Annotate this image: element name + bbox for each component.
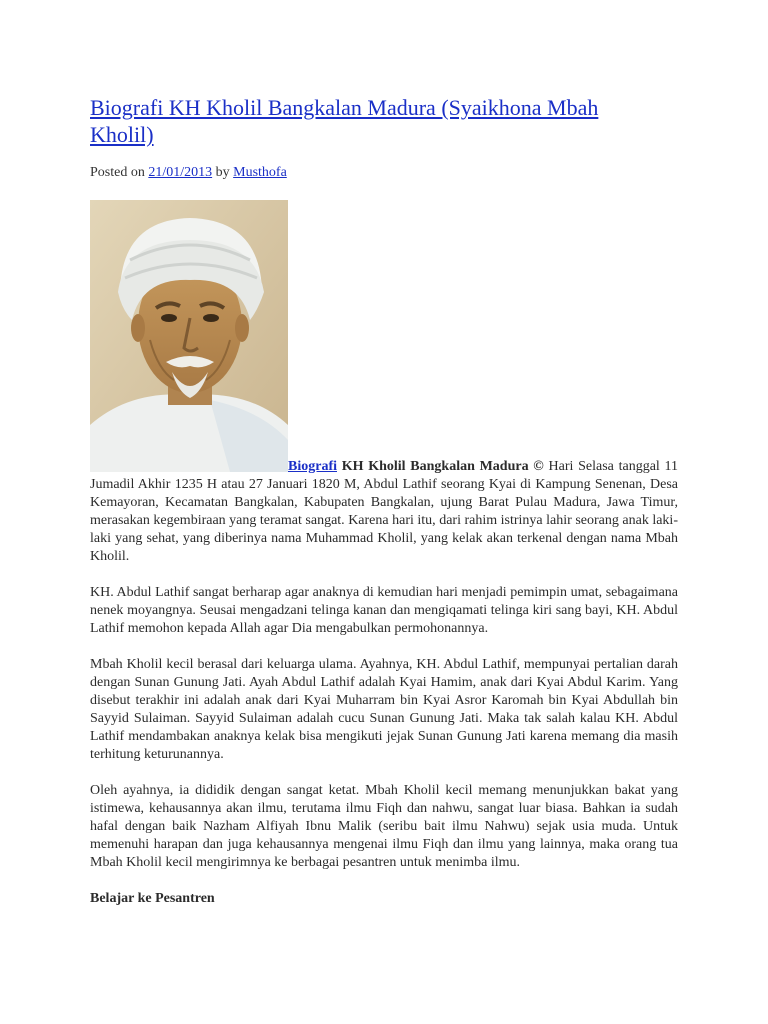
intro-text: Hari Selasa tanggal 11 Jumadil Akhir 1235 H atau 27 Januari 1820 M, Abdul Lathif seorang Kyai di Kampung Senenan, Desa Kemayoran, Kecamatan Bangkalan, Kabupaten Bangkalan, ujung Barat Pulau Madura, Jawa Timur, merasakan kegembiraan yang teramat sangat. Karena hari itu, dari rahim istrinya lahir seorang anak laki-laki yang sehat, yang diberinya nama Muhammad Kholil, yang kelak akan terkenal dengan nama Mbah Kholil. <box>90 459 678 564</box>
paragraph-3: Oleh ayahnya, ia dididik dengan sangat ketat. Mbah Kholil kecil memang menunjukkan bakat yang istimewa, kehausannya akan ilmu, terutama ilmu Fiqh dan nahwu, sangat luar biasa. Bahkan ia sudah hafal dengan baik Nazham Alfiyah Ibnu Malik (seribu bait ilmu Nahwu) sejak usia muda. Untuk memenuhi harapan dan juga kehausannya mengenai ilmu Fiqh dan ilmu yang lainnya, maka orang tua Mbah Kholil kecil mengirimnya ke berbagai pesantren untuk menimba ilmu. <box>90 783 678 870</box>
portrait-drawing <box>90 200 288 472</box>
article-title <box>90 94 630 148</box>
paragraph-2: Mbah Kholil kecil berasal dari keluarga ulama. Ayahnya, KH. Abdul Lathif, mempunyai pertalian darah dengan Sunan Gunung Jati. Ayah Abdul Lathif adalah Kyai Hamim, anak dari Kyai Abdul Karim. Yang disebut terakhir ini adalah anak dari Kyai Muharram bin Kyai Asror Karomah bin Kyai Abdullah bin Sayyid Sulaiman. Sayyid Sulaiman adalah cucu Sunan Gunung Jati. Maka tak salah kalau KH. Abdul Lathif mendambakan anaknya kelak bisa mengikuti jejak Sunan Gunung Jati karena memang dia masih terhitung keturunannya. <box>90 657 678 762</box>
article-title-link[interactable]: Biografi KH Kholil Bangkalan Madura (Syaikhona Mbah Kholil) <box>90 95 599 147</box>
paragraph-1: KH. Abdul Lathif sangat berharap agar anaknya di kemudian hari menjadi pemimpin umat, sebagaimana nenek moyangnya. Seusai mengadzani telinga kanan dan mengiqamati telinga kiri sang bayi, KH. Abdul Lathif memohon kepada Allah agar Dia mengabulkan permohonannya. <box>90 585 678 636</box>
intro-paragraph <box>90 458 678 566</box>
author-link[interactable]: Musthofa <box>233 165 287 180</box>
portrait-image <box>90 200 288 472</box>
biografi-link[interactable]: Biografi <box>288 459 337 474</box>
meta-by: by <box>215 165 230 180</box>
meta-prefix: Posted on <box>90 165 145 180</box>
post-date-link[interactable]: 21/01/2013 <box>148 165 213 180</box>
section-heading: Belajar ke Pesantren <box>90 891 215 906</box>
intro-bold-text: KH Kholil Bangkalan Madura © <box>337 459 544 474</box>
post-meta <box>90 165 287 181</box>
article-body <box>90 458 678 926</box>
